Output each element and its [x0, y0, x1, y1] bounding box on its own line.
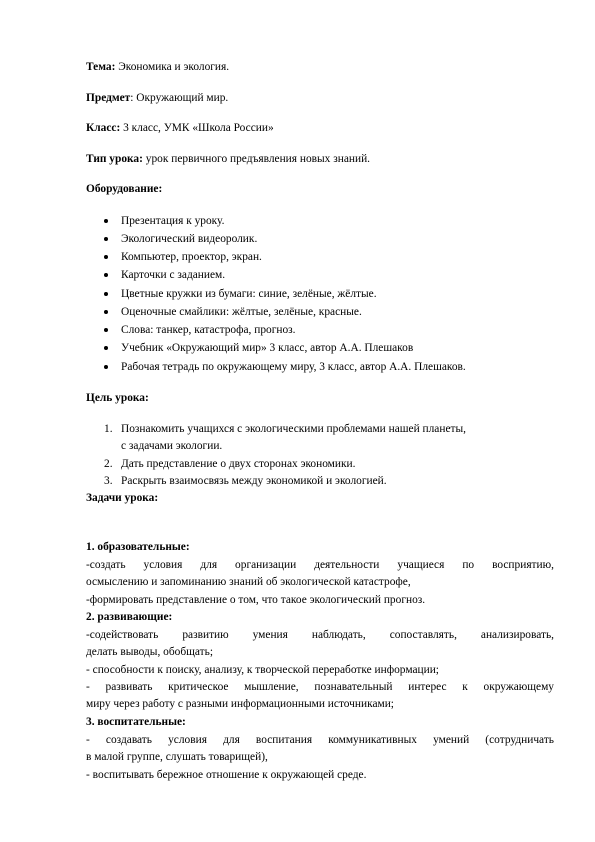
- grade-value: 3 класс, УМК «Школа России»: [120, 122, 274, 134]
- document-page: Тема: Экономика и экология. Предмет: Окружающий мир. Класс: 3 класс, УМК «Школа России» Тип урока: урок первичного предъявления новых знаний. Оборудование: Презентация к уроку. Экологический видеоролик. Компьютер, проектор, экран. Карточки с заданием. Цветные кружки из бумаги: синие, зелёные, жёлтые. Оценочные смайлики: жёлтые, зелёные, красные. Слова: танкер, катастрофа, прогноз. Учебник «Окружающий мир» 3 класс, автор А.А. Плешаков Рабочая тетрадь по окружающему миру, 3 класс, автор А.А. Плешаков. Цель урока: 1. Познакомить учащихся с экологическими проблемами нашей планеты, с задачами экологии. 2. Дать представление о двух сторонах экономики. 3. Раскрыть взаимосвязь между экономикой и экологией. Задачи урока: 1. образовательные: -создать условия для организации деятельности учащиеся по восприятию, осмыслению и запоминанию знаний об экологической катастрофе, -формировать представление о том, что такое экологический прогноз. 2. развивающие: -содействовать развитию умения наблюдать, сопоставлять, анализировать, делать выводы, обобщать; - способности к поиску, анализу, к творческой переработке информации; - развивать критическое мышление, познавательный интерес к окружающему миру через работу с разными информационными источниками; 3. воспитательные: - создавать условия для воспитания коммуникативных умений (сотрудничать в малой группе, слушать товарищей), - воспитывать бережное отношение к окружающей среде.: [86, 61, 554, 781]
- equipment-heading: Оборудование:: [86, 183, 163, 195]
- goal-text: Познакомить учащихся с экологическими проблемами нашей планеты,: [121, 423, 466, 435]
- upbringing-line: в малой группе, слушать товарищей),: [86, 751, 268, 763]
- grade-line: [86, 121, 274, 135]
- developmental-line: - способности к поиску, анализу, к творческой переработке информации;: [86, 664, 439, 676]
- topic-label: Тема:: [86, 61, 116, 73]
- goal-text-continued: с задачами экологии.: [121, 440, 223, 452]
- educational-line: -формировать представление о том, что такое экологический прогноз.: [86, 594, 426, 606]
- educational-title: 1. образовательные:: [86, 541, 190, 553]
- bullet-icon: [104, 346, 108, 350]
- educational-line: осмыслению и запоминанию знаний об экологической катастрофе,: [86, 576, 411, 588]
- goal-text: Дать представление о двух сторонах экономики.: [121, 458, 356, 470]
- topic-value: Экономика и экология.: [115, 61, 230, 73]
- bullet-icon: [104, 292, 108, 296]
- bullet-icon: [104, 328, 108, 332]
- developmental-line: - развивать критическое мышление, познавательный интерес к окружающему: [86, 681, 554, 693]
- subject-label: Предмет: [86, 92, 131, 104]
- goal-text: Раскрыть взаимосвязь между экономикой и экологией.: [121, 475, 387, 487]
- bullet-icon: [104, 237, 108, 241]
- developmental-title: 2. развивающие:: [86, 611, 173, 623]
- developmental-line: -содействовать развитию умения наблюдать, сопоставлять, анализировать,: [86, 629, 554, 641]
- bullet-icon: [104, 273, 108, 277]
- bullet-icon: [104, 310, 108, 314]
- goal-number: 1.: [104, 423, 113, 435]
- upbringing-line: - создавать условия для воспитания коммуникативных умений (сотрудничать: [86, 734, 554, 746]
- upbringing-line: - воспитывать бережное отношение к окружающей среде.: [86, 769, 367, 781]
- lesson-type-label: Тип урока:: [86, 153, 143, 165]
- subject-line: [86, 91, 228, 105]
- upbringing-title: 3. воспитательные:: [86, 716, 186, 728]
- grade-label: Класс:: [86, 122, 121, 134]
- topic-line: [86, 60, 229, 74]
- subject-value: : Окружающий мир.: [130, 92, 229, 104]
- educational-line: -создать условия для организации деятельности учащиеся по восприятию,: [86, 559, 554, 571]
- lesson-type-line: [86, 152, 370, 166]
- developmental-line: делать выводы, обобщать;: [86, 646, 214, 658]
- goal-heading: Цель урока:: [86, 392, 149, 404]
- bullet-icon: [104, 219, 108, 223]
- goal-number: 2.: [104, 458, 113, 470]
- goal-number: 3.: [104, 475, 113, 487]
- bullet-icon: [104, 365, 108, 369]
- lesson-type-value: урок первичного предъявления новых знаний.: [142, 153, 371, 165]
- tasks-heading: Задачи урока:: [86, 492, 159, 504]
- bullet-icon: [104, 255, 108, 259]
- developmental-line: миру через работу с разными информационными источниками;: [86, 698, 394, 710]
